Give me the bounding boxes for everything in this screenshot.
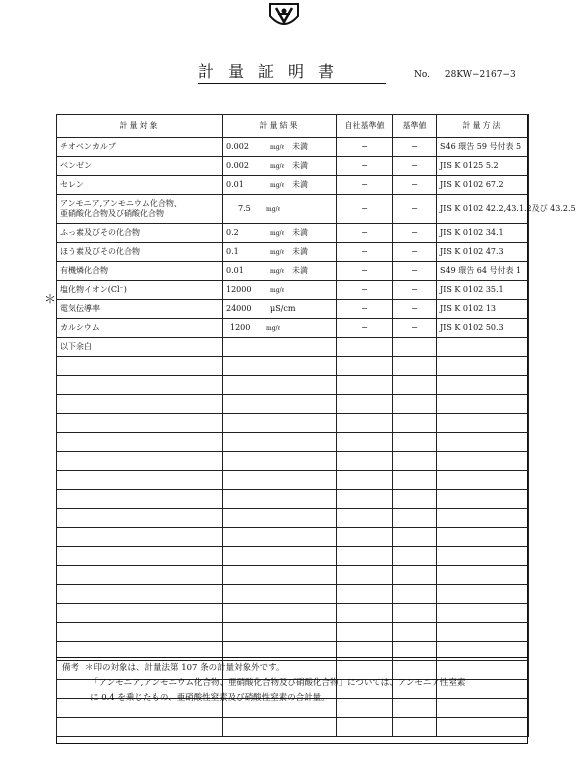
row-qualifier: 未満 — [292, 141, 308, 151]
results-table — [56, 114, 576, 737]
row-item: チオベンカルブ — [57, 138, 223, 157]
row-unit: μS/cm — [270, 304, 296, 313]
empty-cell — [393, 395, 437, 414]
row-value: 0.002 — [226, 160, 249, 170]
empty-row — [57, 433, 529, 452]
empty-cell — [223, 452, 337, 471]
table-row — [57, 224, 529, 243]
row-unit: mg/ℓ — [270, 286, 285, 294]
row-unit: mg/ℓ — [270, 162, 285, 170]
empty-cell — [57, 433, 223, 452]
empty-row — [57, 471, 529, 490]
row-qualifier: 未満 — [292, 227, 308, 237]
row-standard — [393, 338, 437, 357]
empty-cell — [437, 357, 529, 376]
empty-row — [57, 414, 529, 433]
row-method: JIS K 0102 34.1 — [437, 224, 529, 243]
table-row — [57, 319, 529, 338]
empty-cell — [437, 547, 529, 566]
empty-cell — [57, 452, 223, 471]
empty-cell — [437, 604, 529, 623]
row-value: 0.01 — [226, 265, 244, 275]
empty-row — [57, 357, 529, 376]
empty-cell — [393, 433, 437, 452]
empty-row — [57, 395, 529, 414]
row-unit: mg/ℓ — [266, 205, 281, 213]
row-unit: mg/ℓ — [270, 229, 285, 237]
header-item: 計量対象 — [57, 115, 223, 138]
empty-cell — [337, 376, 393, 395]
table-row — [57, 262, 529, 281]
row-result — [223, 224, 337, 243]
row-item-line2: 亜硝酸化合物及び硝酸化合物 — [60, 209, 164, 218]
empty-cell — [437, 452, 529, 471]
empty-cell — [223, 604, 337, 623]
row-item: セレン — [57, 176, 223, 195]
empty-row — [57, 547, 529, 566]
empty-cell — [437, 414, 529, 433]
row-method: S49 環告 64 号付表 1 — [437, 262, 529, 281]
row-result — [223, 157, 337, 176]
star-mark: ＊ — [44, 292, 57, 306]
empty-row — [57, 490, 529, 509]
row-qualifier: 未満 — [292, 179, 308, 189]
row-own-standard: − — [337, 157, 393, 176]
row-standard: − — [393, 243, 437, 262]
empty-cell — [337, 509, 393, 528]
empty-cell — [223, 357, 337, 376]
empty-row — [57, 509, 529, 528]
row-own-standard: − — [337, 281, 393, 300]
table-row — [57, 300, 529, 319]
row-qualifier: 未満 — [292, 265, 308, 275]
empty-row — [57, 604, 529, 623]
row-standard: − — [393, 157, 437, 176]
header-standard: 基準値 — [393, 115, 437, 138]
empty-cell — [57, 376, 223, 395]
row-result — [223, 319, 337, 338]
empty-cell — [223, 585, 337, 604]
row-unit: mg/ℓ — [270, 181, 285, 189]
empty-cell — [223, 509, 337, 528]
empty-cell — [57, 471, 223, 490]
empty-cell — [57, 414, 223, 433]
row-result — [223, 195, 337, 224]
table-row — [57, 243, 529, 262]
table-row — [57, 138, 529, 157]
row-item: 以下余白 — [57, 338, 223, 357]
empty-cell — [57, 604, 223, 623]
empty-cell — [337, 604, 393, 623]
empty-cell — [223, 414, 337, 433]
empty-cell — [393, 604, 437, 623]
row-method: JIS K 0125 5.2 — [437, 157, 529, 176]
row-method — [437, 338, 529, 357]
row-qualifier: 未満 — [292, 160, 308, 170]
row-result — [223, 338, 337, 357]
table-row — [57, 281, 529, 300]
row-method: JIS K 0102 67.2 — [437, 176, 529, 195]
empty-cell — [57, 566, 223, 585]
row-own-standard: − — [337, 319, 393, 338]
row-result — [223, 281, 337, 300]
row-standard: − — [393, 224, 437, 243]
row-standard: − — [393, 319, 437, 338]
remarks-line1 — [56, 661, 528, 676]
row-standard: − — [393, 262, 437, 281]
empty-row — [57, 585, 529, 604]
row-value: 0.002 — [226, 141, 249, 151]
empty-cell — [437, 585, 529, 604]
empty-cell — [393, 452, 437, 471]
row-value: 0.1 — [226, 246, 239, 256]
row-own-standard — [337, 338, 393, 357]
row-own-standard: − — [337, 262, 393, 281]
remarks-text3: に 0.4 を乗じたもの、亜硝酸性窒素及び硝酸性窒素の合計量。 — [90, 693, 330, 703]
empty-cell — [393, 414, 437, 433]
row-item: 電気伝導率 — [57, 300, 223, 319]
row-own-standard: − — [337, 176, 393, 195]
empty-cell — [57, 395, 223, 414]
row-result — [223, 176, 337, 195]
row-unit: mg/ℓ — [270, 267, 285, 275]
empty-cell — [337, 452, 393, 471]
empty-cell — [393, 471, 437, 490]
empty-cell — [57, 585, 223, 604]
table-row — [57, 176, 529, 195]
row-standard: − — [393, 138, 437, 157]
empty-cell — [223, 433, 337, 452]
empty-cell — [437, 623, 529, 642]
remarks-label: 備考 — [62, 663, 80, 673]
row-standard: − — [393, 195, 437, 224]
row-own-standard: − — [337, 138, 393, 157]
row-item: 塩化物イオン(Cl⁻) — [57, 281, 223, 300]
empty-cell — [337, 490, 393, 509]
empty-cell — [57, 357, 223, 376]
empty-row — [57, 623, 529, 642]
remarks-text2: 「アンモニア,アンモニウム化合物、亜硝酸化合物及び硝酸化合物」については、アンモニア性窒素 — [90, 678, 466, 688]
row-value: 7.5 — [238, 203, 251, 213]
empty-cell — [337, 623, 393, 642]
empty-cell — [223, 395, 337, 414]
remarks-section — [56, 657, 528, 744]
document-number-value: 28KW−2167−3 — [444, 70, 516, 80]
row-value: 0.01 — [226, 179, 244, 189]
empty-cell — [337, 471, 393, 490]
row-method: JIS K 0102 13 — [437, 300, 529, 319]
empty-cell — [57, 490, 223, 509]
empty-cell — [337, 547, 393, 566]
empty-cell — [437, 528, 529, 547]
empty-cell — [223, 490, 337, 509]
row-value: 0.2 — [226, 227, 239, 237]
empty-cell — [437, 490, 529, 509]
row-qualifier: 未満 — [292, 246, 308, 256]
empty-cell — [57, 528, 223, 547]
empty-cell — [393, 528, 437, 547]
empty-cell — [337, 433, 393, 452]
row-item: ベンゼン — [57, 157, 223, 176]
row-unit: mg/ℓ — [266, 324, 281, 332]
row-item: 有機燐化合物 — [57, 262, 223, 281]
empty-cell — [437, 566, 529, 585]
empty-row — [57, 528, 529, 547]
header-method: 計量方法 — [437, 115, 529, 138]
empty-cell — [393, 490, 437, 509]
table-row — [57, 157, 529, 176]
row-item: ふっ素及びその化合物 — [57, 224, 223, 243]
empty-cell — [437, 433, 529, 452]
empty-cell — [393, 376, 437, 395]
empty-cell — [337, 414, 393, 433]
row-item-line1: アンモニア,アンモニウム化合物、 — [60, 199, 182, 208]
row-item: カルシウム — [57, 319, 223, 338]
remarks-text1: ＊印の対象は、計量法第 107 条の計量対象外です。 — [85, 663, 285, 673]
row-item: ほう素及びその化合物 — [57, 243, 223, 262]
row-unit: mg/ℓ — [270, 143, 285, 151]
row-item — [57, 195, 223, 224]
empty-cell — [223, 376, 337, 395]
empty-cell — [393, 566, 437, 585]
empty-cell — [57, 509, 223, 528]
empty-cell — [437, 471, 529, 490]
row-standard: − — [393, 281, 437, 300]
empty-cell — [337, 528, 393, 547]
row-result — [223, 300, 337, 319]
empty-cell — [437, 395, 529, 414]
empty-cell — [337, 566, 393, 585]
circular-seal-logo-icon — [264, 2, 304, 30]
row-method: JIS K 0102 35.1 — [437, 281, 529, 300]
header-result: 計量結果 — [223, 115, 337, 138]
row-method-line1: JIS K 0102 42.2,43.1.2 — [440, 204, 532, 213]
table-header-row — [57, 115, 529, 138]
empty-cell — [223, 471, 337, 490]
empty-cell — [437, 376, 529, 395]
row-own-standard: − — [337, 224, 393, 243]
empty-cell — [337, 585, 393, 604]
empty-cell — [223, 566, 337, 585]
row-own-standard: − — [337, 195, 393, 224]
empty-cell — [223, 623, 337, 642]
empty-row — [57, 566, 529, 585]
row-result — [223, 243, 337, 262]
row-method-line2: 及び 43.2.5 — [531, 204, 576, 213]
empty-row — [57, 376, 529, 395]
row-method: JIS K 0102 47.3 — [437, 243, 529, 262]
empty-cell — [393, 547, 437, 566]
row-value: 24000 — [226, 304, 252, 313]
header-own-standard: 自社基準値 — [337, 115, 393, 138]
table-row — [57, 338, 529, 357]
row-unit: mg/ℓ — [270, 248, 285, 256]
empty-cell — [437, 509, 529, 528]
empty-cell — [223, 547, 337, 566]
row-standard: − — [393, 300, 437, 319]
empty-cell — [57, 547, 223, 566]
empty-cell — [393, 357, 437, 376]
document-number-label: No. — [414, 70, 430, 80]
empty-cell — [223, 528, 337, 547]
row-standard: − — [393, 176, 437, 195]
row-method: S46 環告 59 号付表 5 — [437, 138, 529, 157]
row-value: 12000 — [226, 284, 252, 294]
row-own-standard: − — [337, 243, 393, 262]
row-value: 1200 — [230, 322, 251, 332]
row-method: JIS K 0102 50.3 — [437, 319, 529, 338]
document-number — [414, 70, 516, 80]
empty-cell — [393, 509, 437, 528]
empty-cell — [57, 623, 223, 642]
row-result — [223, 262, 337, 281]
empty-row — [57, 452, 529, 471]
empty-cell — [393, 585, 437, 604]
table-row — [57, 195, 529, 224]
row-own-standard: − — [337, 300, 393, 319]
empty-cell — [337, 395, 393, 414]
page-title: 計量証明書 — [198, 62, 386, 84]
row-result — [223, 138, 337, 157]
empty-cell — [393, 623, 437, 642]
empty-cell — [337, 357, 393, 376]
row-method — [437, 195, 576, 224]
